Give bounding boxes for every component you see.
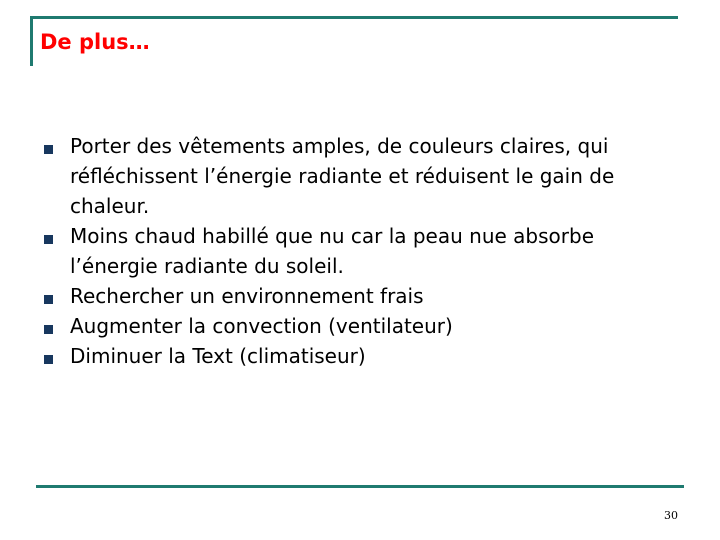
- bullet-list: [44, 131, 684, 371]
- bullet-item: [44, 341, 684, 371]
- bullet-item: [44, 131, 684, 221]
- square-bullet-icon: [44, 325, 53, 334]
- slide-title: De plus…: [40, 30, 150, 54]
- bullet-text: Augmenter la convection (ventilateur): [70, 314, 453, 338]
- bullet-text: Rechercher un environnement frais: [70, 284, 424, 308]
- bullet-text: Moins chaud habillé que nu car la peau nue absorbe l’énergie radiante du soleil.: [70, 224, 594, 278]
- page-number: 30: [664, 509, 678, 522]
- bullet-item: [44, 221, 684, 281]
- bullet-item: [44, 311, 684, 341]
- bottom-rule: [36, 485, 684, 488]
- square-bullet-icon: [44, 295, 53, 304]
- square-bullet-icon: [44, 355, 53, 364]
- square-bullet-icon: [44, 235, 53, 244]
- top-rule: [30, 16, 678, 19]
- bullet-text: Porter des vêtements amples, de couleurs claires, qui réfléchissent l’énergie radiante et réduisent le gain de chaleur.: [70, 134, 615, 218]
- bullet-text: Diminuer la Text (climatiseur): [70, 344, 366, 368]
- square-bullet-icon: [44, 145, 53, 154]
- bullet-item: [44, 281, 684, 311]
- left-accent-rule: [30, 16, 33, 66]
